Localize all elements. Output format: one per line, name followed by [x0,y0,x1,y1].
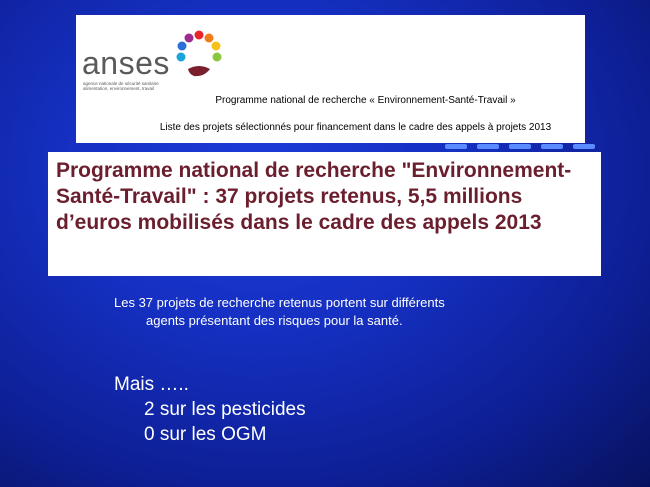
headline: Programme national de recherche "Environnement-Santé-Travail" : 37 projets retenus, 5,5 millions d’euros mobilisés dans le cadre des appels 2013 [56,159,572,234]
headline-box [48,152,601,276]
anses-document-header [76,15,585,143]
program-title-line: Programme national de recherche « Environnement-Santé-Travail » [215,95,516,106]
mais-item-pesticides: 2 sur les pesticides [144,399,306,420]
mais-block [114,372,306,447]
mais-item-ogm: 0 sur les OGM [144,424,267,445]
project-list-line: Liste des projets sélectionnés pour financement dans le cadre des appels à projets 2013 [159,122,552,133]
anses-flower-logo-icon [174,29,224,79]
anses-tagline-line2: alimentation, environnement, travail [83,86,155,91]
body-line2: agents présentant des risques pour la santé. [146,313,403,328]
body-line1: Les 37 projets de recherche retenus portent sur différents [114,295,445,310]
anses-tagline-line1: agence nationale de sécurité sanitaire [83,81,159,86]
body-paragraph [114,294,554,330]
mais-intro: Mais ….. [114,374,189,395]
decorative-strip [440,144,605,152]
anses-wordmark: anses [82,45,170,81]
anses-tagline [83,81,183,91]
